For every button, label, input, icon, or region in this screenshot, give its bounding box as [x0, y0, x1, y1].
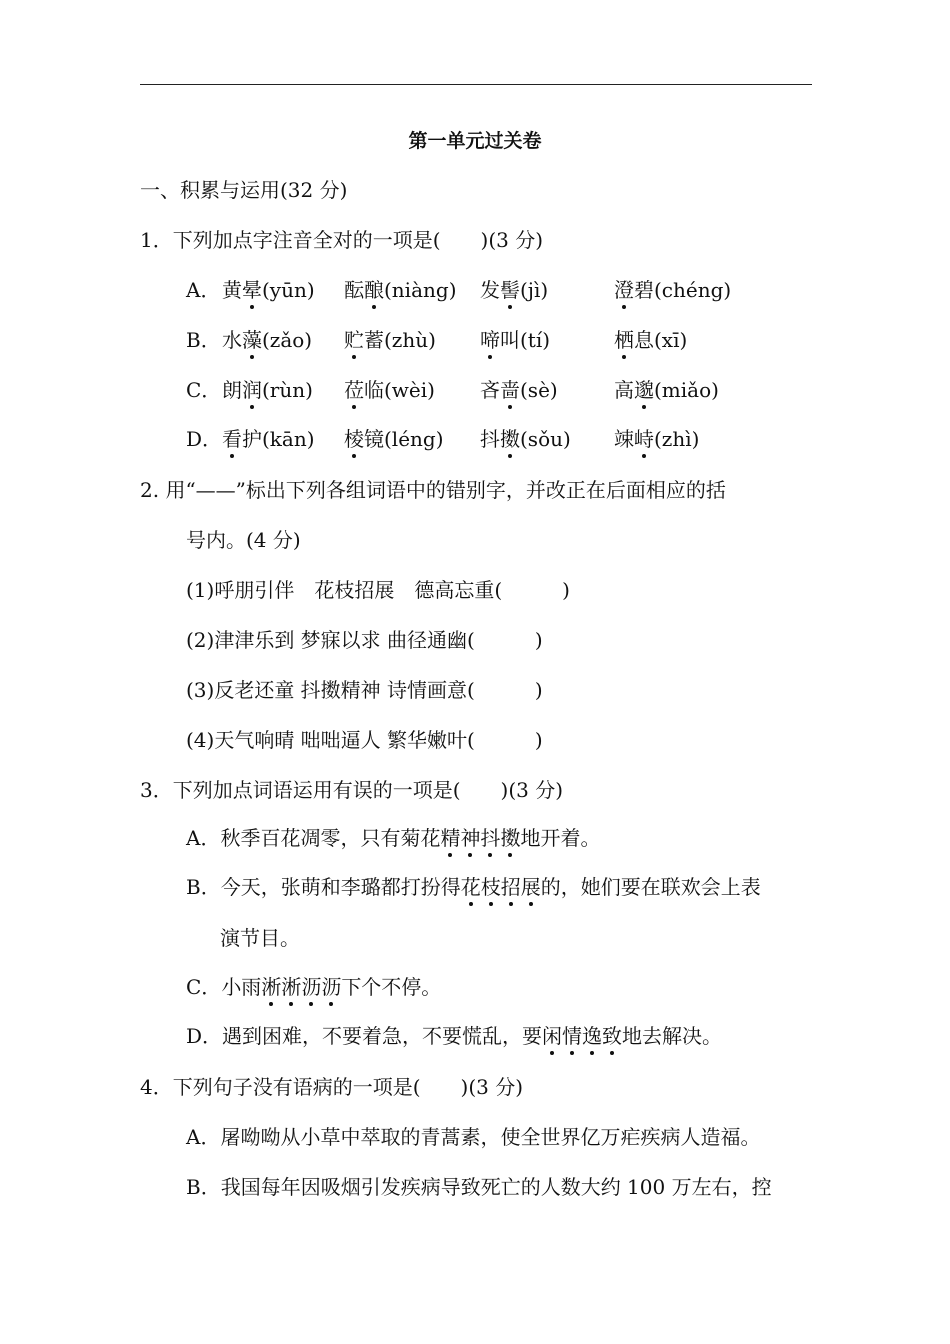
q2-stem: 2. 用“——”标出下列各组词语中的错别字，并改正在后面相应的括: [140, 478, 726, 502]
dotted-char: 酿: [364, 278, 384, 302]
q1-word: 栖息(xī): [614, 328, 688, 352]
dotted-char: 擞: [500, 826, 521, 850]
q2-stem-cont: 号内。(4 分): [186, 528, 301, 552]
dotted-char: 淅: [261, 975, 282, 999]
q2-item: (3)反老还童 抖擞精神 诗情画意( ): [186, 678, 543, 702]
q3-option-b: [186, 877, 761, 897]
option-text: 今天，张萌和李璐都打扮得: [220, 875, 461, 899]
dotted-char: 招: [500, 875, 521, 899]
option-label: C．: [186, 975, 222, 999]
q1-word: 高邈(miǎo): [614, 378, 719, 402]
page-title: 第一单元过关卷: [408, 130, 542, 152]
q1-option-label: C．: [186, 378, 222, 402]
dotted-char: 逸: [582, 1024, 603, 1048]
dotted-char: 擞: [500, 427, 520, 451]
dotted-char: 抖: [480, 826, 501, 850]
dotted-char: 藻: [242, 328, 262, 352]
dotted-char: 花: [460, 875, 481, 899]
dotted-char: 棱: [344, 427, 364, 451]
option-text: 下个不停。: [341, 975, 442, 999]
option-label: A．: [186, 826, 221, 850]
q1-word: 竦峙(zhì): [614, 427, 700, 451]
dotted-char: 沥: [321, 975, 342, 999]
dotted-char: 枝: [480, 875, 501, 899]
q4-option-a: A．屠呦呦从小草中萃取的青蒿素，使全世界亿万疟疾病人造福。: [186, 1125, 761, 1149]
q1-word: 吝啬(sè): [480, 378, 558, 402]
q1-word: 莅临(wèi): [344, 378, 435, 402]
section-heading: 一、积累与运用(32 分): [140, 178, 348, 202]
q2-item: (4)天气响晴 咄咄逼人 繁华嫩叶( ): [186, 728, 543, 752]
q1-word: 看护(kān): [222, 427, 315, 451]
q1-word: 朗润(rùn): [222, 378, 313, 402]
option-text: 地开着。: [520, 826, 601, 850]
q1-word: 棱镜(léng): [344, 427, 444, 451]
option-text: 地去解决。: [622, 1024, 723, 1048]
dotted-char: 晕: [242, 278, 262, 302]
q1-word: 啼叫(tí): [480, 328, 551, 352]
q1-word: 发髻(jì): [480, 278, 549, 302]
dotted-char: 峙: [634, 427, 654, 451]
dotted-word: [542, 1024, 622, 1048]
q2-item: (1)呼朋引伴 花枝招展 德高忘重( ): [186, 578, 570, 602]
option-text: 小雨: [221, 975, 262, 999]
dotted-char: 闲: [542, 1024, 563, 1048]
option-text: 遇到困难，不要着急，不要慌乱，要: [222, 1024, 543, 1048]
dotted-char: 澄: [614, 278, 634, 302]
q1-word: 酝酿(niàng): [344, 278, 457, 302]
q1-word: 贮蓄(zhù): [344, 328, 436, 352]
q1-option-label: D．: [186, 427, 223, 451]
dotted-char: 展: [520, 875, 541, 899]
dotted-char: 沥: [301, 975, 322, 999]
q3-stem: 3．下列加点词语运用有误的一项是( )(3 分): [140, 778, 564, 802]
dotted-word: [261, 975, 341, 999]
dotted-char: 精: [440, 826, 461, 850]
dotted-word: [440, 826, 520, 850]
dotted-char: 致: [602, 1024, 623, 1048]
q1-word: 抖擞(sǒu): [480, 427, 571, 451]
dotted-char: 淅: [281, 975, 302, 999]
q4-option-b: B．我国每年因吸烟引发疾病导致死亡的人数大约 100 万左右，控: [186, 1175, 772, 1199]
q1-word: 水藻(zǎo): [222, 328, 313, 352]
q3-option-c: [186, 977, 441, 997]
dotted-char: 看: [222, 427, 242, 451]
q3-option-b-cont: 演节目。: [220, 926, 300, 950]
option-label: B．: [186, 875, 221, 899]
q3-option-d: [186, 1026, 722, 1046]
option-text: 秋季百花凋零，只有菊花: [220, 826, 441, 850]
dotted-char: 髻: [500, 278, 520, 302]
dotted-char: 邈: [634, 378, 654, 402]
option-text: 的，她们要在联欢会上表: [540, 875, 761, 899]
dotted-char: 情: [562, 1024, 583, 1048]
q2-item: (2)津津乐到 梦寐以求 曲径通幽( ): [186, 628, 543, 652]
q3-option-a: [186, 828, 600, 848]
dotted-char: 神: [460, 826, 481, 850]
dotted-char: 啬: [500, 378, 520, 402]
option-label: D．: [186, 1024, 223, 1048]
dotted-word: [461, 875, 541, 899]
dotted-char: 栖: [614, 328, 634, 352]
q1-word: 黄晕(yūn): [222, 278, 315, 302]
q1-option-label: A．: [186, 278, 221, 302]
dotted-char: 莅: [344, 378, 364, 402]
q1-stem: 1．下列加点字注音全对的一项是( )(3 分): [140, 228, 544, 252]
header-rule: [140, 84, 812, 85]
dotted-char: 润: [242, 378, 262, 402]
dotted-char: 贮: [344, 328, 364, 352]
dotted-char: 啼: [480, 328, 500, 352]
q1-option-label: B．: [186, 328, 221, 352]
q1-word: 澄碧(chéng): [614, 278, 732, 302]
q4-stem: 4．下列句子没有语病的一项是( )(3 分): [140, 1075, 524, 1099]
